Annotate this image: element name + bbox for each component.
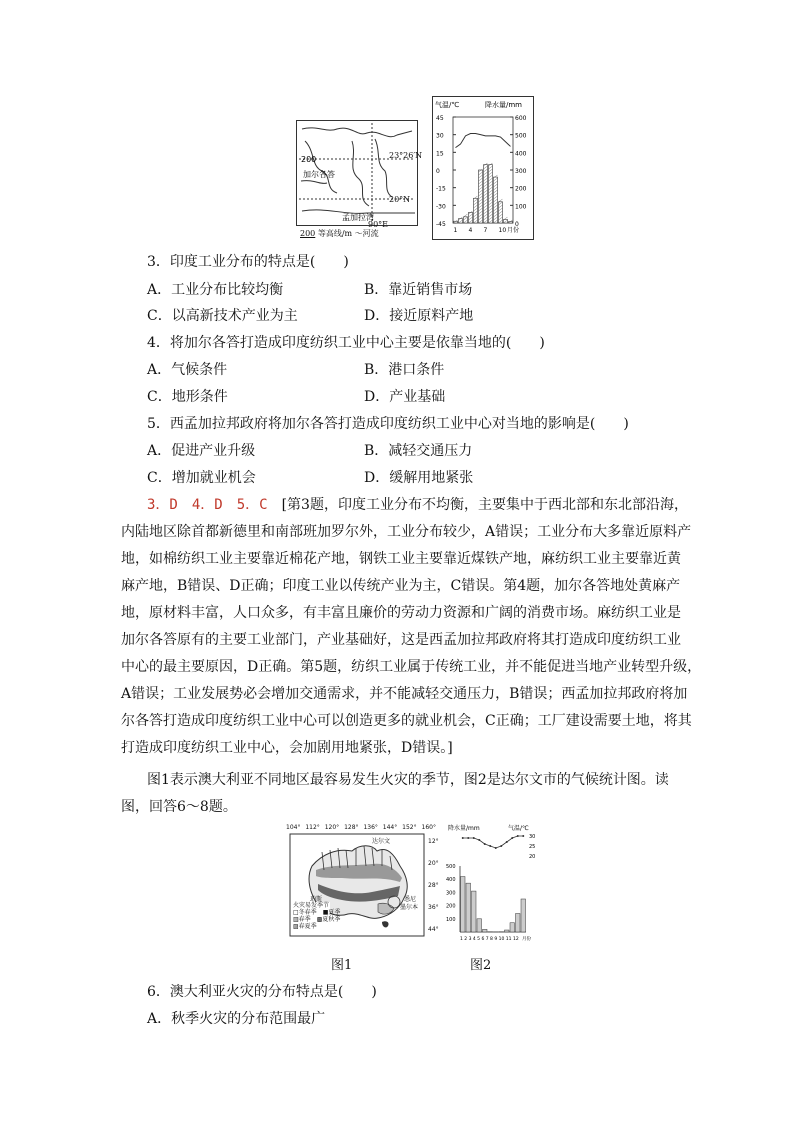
q3-option-c: C．以高新技术产业为主 (147, 308, 298, 324)
answer-line-2: 地，如棉纺织工业主要靠近棉花产地，钢铁工业主要靠近煤铁产地，麻纺织工业主要靠近黄 (121, 551, 681, 567)
lon-label-112: 112° (305, 824, 320, 831)
legend-contour-value: 200 (300, 229, 316, 238)
australia-lon-labels (286, 824, 436, 831)
lat-label-20: 20° (428, 860, 439, 867)
temp-axis-title: 气温/℃ (435, 101, 460, 109)
river-symbol-icon: 〜 (354, 229, 363, 238)
question-4: 4．将加尔各答打造成印度纺织工业中心主要是依靠当地的( ) (147, 335, 545, 351)
figure-2-caption: 图2 (470, 958, 492, 973)
precip-bar (466, 883, 471, 932)
q5-option-b: B．减轻交通压力 (364, 443, 473, 459)
precip-tick-label: 100 (446, 916, 456, 923)
precip-tick-label: 200 (515, 185, 527, 193)
city-melbourne: 墨尔本 (400, 904, 419, 911)
precip-tick-label: 400 (515, 150, 527, 158)
question-5: 5．西孟加拉邦政府将加尔各答打造成印度纺织工业中心对当地的影响是( ) (147, 416, 629, 432)
temp-tick-label: 25 (529, 844, 536, 850)
precip-tick-label: 300 (515, 168, 527, 175)
precip-bar (505, 930, 510, 932)
precip-bar (483, 929, 488, 932)
month-unit-label: 月份 (507, 227, 520, 234)
india-map-figure (296, 120, 418, 226)
temp-tick-label: 20 (529, 854, 536, 860)
q3-option-a: A．工业分布比较均衡 (147, 282, 284, 298)
temp-tick-label: 15 (436, 150, 444, 158)
precip-bar (494, 177, 498, 223)
precip-bar (510, 923, 515, 932)
city-label: 加尔各答 (303, 170, 335, 179)
temp-tick-label: 30 (529, 834, 536, 840)
precip-axis-title: 降水量/mm (485, 101, 522, 109)
q4-option-b: B．港口条件 (364, 362, 445, 378)
darwin-climate-chart (446, 822, 546, 944)
precip-tick-label: 500 (446, 864, 456, 870)
answer-key: 3．D 4．D 5．C (147, 497, 268, 513)
temp-tick-label: 45 (436, 115, 444, 122)
temp-tick-label: 30 (436, 132, 444, 140)
precip-bar (472, 891, 477, 932)
lon-label: 90°E (368, 220, 389, 229)
lon-label-136: 136° (363, 824, 378, 831)
precip-bar (521, 899, 526, 932)
legend-item-0: 冬春季 (298, 909, 317, 916)
answer-line-5: 加尔各答原有的主要工业部门，产业基础好，这是西孟加拉邦政府将其打造成印度纺织工业 (121, 632, 681, 648)
precip-tick-label: 0 (515, 221, 519, 228)
lon-label-104: 104° (286, 824, 301, 831)
precip-bar (461, 877, 466, 932)
answer-line-8: 尔各答打造成印度纺织工业中心可以创造更多的就业机会，C正确；工厂建设需要土地，将其 (121, 713, 692, 729)
intro-line-1: 图1表示澳大利亚不同地区最容易发生火灾的季节，图2是达尔文市的气候统计图。读 (147, 772, 669, 788)
q4-option-c: C．地形条件 (147, 389, 228, 405)
city-perth: 珀斯 (310, 896, 323, 903)
answer-line-4: 地，原材料丰富，人口众多，有丰富且廉价的劳动力资源和广阔的消费市场。麻纺织工业是 (121, 605, 681, 621)
legend-swatch-icon: ■ (322, 909, 329, 916)
bay-label: 孟加拉湾 (342, 213, 374, 222)
answer-line-0: [第3题，印度工业分布不均衡，主要集中于西北部和东北部沿海， (281, 497, 688, 513)
legend-swatch-icon: ▥ (293, 916, 299, 923)
precip-axis-title: 降水量/mm (448, 825, 480, 832)
q4-option-a: A．气候条件 (147, 362, 228, 378)
legend-item-2: 春季 (298, 916, 311, 923)
q6-option-a: A．秋季火灾的分布范围最广 (147, 1011, 326, 1027)
lon-label-120: 120° (324, 824, 340, 831)
q4-option-d: D．产业基础 (364, 389, 446, 405)
plot-frame (453, 117, 513, 223)
legend-item-1: 夏季 (328, 909, 341, 916)
precip-bar (516, 914, 521, 932)
precip-bar (464, 217, 468, 223)
answer-line-7: A错误；工业发展势必会增加交通需求，并不能减轻交通压力，B错误；西孟加拉邦政府将加 (121, 686, 688, 702)
precip-tick-label: 300 (446, 890, 456, 897)
temp-tick-label: -15 (436, 185, 446, 193)
precip-bar (477, 919, 482, 932)
temp-line (463, 836, 524, 848)
q5-option-c: C．增加就业机会 (147, 470, 256, 486)
legend-item-4: 春夏季 (298, 923, 317, 930)
figure-1-caption: 图1 (331, 958, 353, 973)
question-3: 3．印度工业分布的特点是( ) (147, 254, 349, 270)
q5-option-d: D．缓解用地紧张 (364, 470, 474, 486)
answer-line-3: 麻产地，B错误、D正确；印度工业以传统产业为主，C错误。第4题，加尔各答地处黄麻产 (121, 578, 681, 594)
climate-chart-2-svg (446, 822, 546, 944)
month-ticks-label: 1 2 3 4 5 6 7 8 9 10 11 12 (460, 937, 519, 942)
answer-line-1: 内陆地区除首都新德里和南部班加罗尔外，工业分布较少，A错误；工业分布大多靠近原料产 (121, 524, 692, 540)
legend-swatch-icon: □ (293, 909, 299, 916)
lat-label-28: 28° (428, 882, 439, 889)
legend-swatch-icon: ▨ (293, 923, 299, 930)
lat-label-36: 36° (428, 904, 439, 911)
precip-tick-label: 200 (446, 903, 456, 910)
answer-line-9: 打造成印度纺织工业中心，会加剧用地紧张，D错误。] (121, 740, 453, 756)
climate-chart-1-svg (433, 97, 533, 239)
temp-tick-label: 0 (436, 168, 440, 175)
legend-swatch-icon: ▩ (316, 916, 323, 923)
contour-value: 200 (301, 155, 317, 164)
intro-line-2: 图，回答6～8题。 (121, 799, 237, 815)
q3-option-d: D．接近原料产地 (364, 308, 474, 324)
lat-top-label: 23°26′N (389, 151, 423, 160)
temp-tick-label: -45 (436, 221, 446, 228)
precip-tick-label: 100 (515, 203, 527, 211)
month-tick-label: 4 (468, 227, 473, 234)
legend-title: 火灾易发季节 (293, 902, 330, 909)
precip-tick-label: 400 (446, 877, 456, 884)
precip-tick-label: 500 (515, 132, 527, 140)
temp-axis-title: 气温/℃ (508, 825, 529, 832)
lon-label-152: 152° (402, 824, 417, 831)
legend-contour-text: 等高线/m (317, 229, 353, 238)
legend-contour (300, 229, 379, 239)
month-tick-label: 10 (498, 227, 507, 234)
kolkata-climate-chart (432, 96, 534, 240)
answer-line-6: 中心的最主要原因，D正确。第5题，纺织工业属于传统工业，并不能促进当地产业转型升级， (121, 659, 702, 675)
temp-tick-label: -30 (436, 203, 446, 211)
lon-label-160: 160° (421, 824, 436, 831)
question-6: 6．澳大利亚火灾的分布特点是( ) (147, 984, 377, 1000)
q3-option-b: B．靠近销售市场 (364, 282, 473, 298)
lat-bottom-label: 20°N (389, 195, 411, 204)
temp-line (456, 133, 511, 147)
lon-label-128: 128° (344, 824, 359, 831)
city-darwin: 达尔文 (372, 838, 391, 845)
india-map (297, 121, 417, 225)
month-tick-label: 1 (453, 227, 458, 234)
month-tick-label: 7 (483, 227, 488, 234)
answer-first-line (147, 496, 688, 514)
legend-item-3: 夏秋季 (322, 916, 341, 923)
precip-tick-label: 600 (515, 115, 527, 122)
city-sydney: 悉尼 (404, 896, 417, 903)
lat-label-44: 44° (428, 926, 439, 933)
month-unit-label: 月份 (522, 937, 531, 942)
q5-option-a: A．促进产业升级 (147, 443, 256, 459)
fire-season-legend (293, 902, 340, 930)
lat-label-12: 12° (428, 838, 439, 845)
legend-river-text: 河流 (362, 229, 379, 238)
lon-label-144: 144° (382, 824, 398, 831)
